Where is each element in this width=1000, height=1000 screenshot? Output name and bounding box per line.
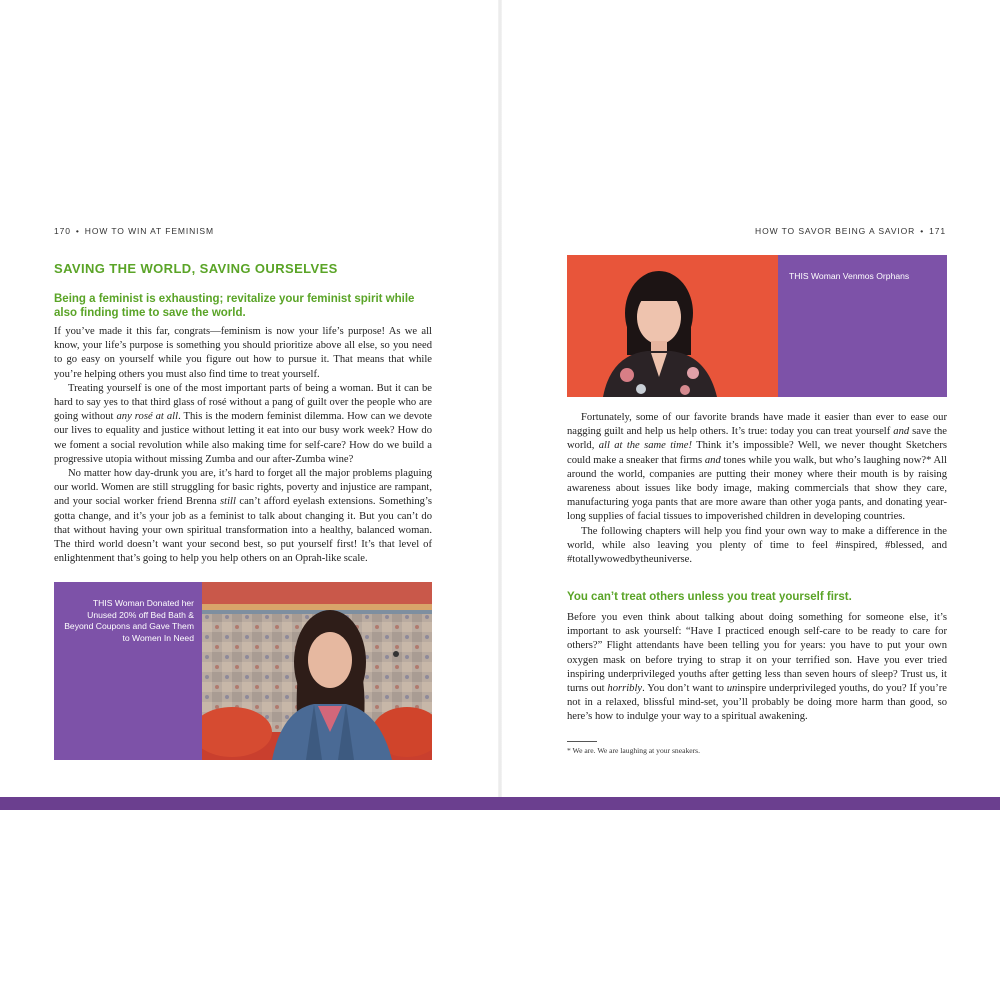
left-photo-caption: THIS Woman Donated her Unused 20% off Bed Bath & Beyond Coupons and Gave Them to Women In Need xyxy=(64,598,194,643)
left-paragraph-1: If you’ve made it this far, congrats—feminism is now your life’s purpose! As we all know, your life’s purpose is something you should prioritize above all else, so you need to go easy on yourself while you figure out how to pursue it. That means that while you’re helping others you must also find time to treat yourself. xyxy=(54,326,432,380)
woman-orange-wall-photo xyxy=(567,255,779,397)
left-photo-block xyxy=(54,582,432,760)
left-body-text xyxy=(54,325,432,566)
right-subhead: You can’t treat others unless you treat yourself first. xyxy=(567,591,852,603)
left-paragraph-3: No matter how day-drunk you are, it’s hard to forget all the major problems plaguing our world. Women are still struggling for basic rights, poverty and injustice are rampant, and your social worker friend Brenna still can’t afford eyelash extensions. Something’s gotta change, and it’s your job as a feminist to talk about changing it. But you can’t do that without having your own spiritual transformation into a healthy, balanced woman. The third world doesn’t want your second best, so put yourself first! It’s that level of enlightenment that’s going to help you help others on an Oprah-like scale. xyxy=(54,468,433,565)
right-photo-block xyxy=(567,255,947,397)
right-photo-caption: THIS Woman Venmos Orphans xyxy=(789,271,910,281)
left-running-title: HOW TO WIN AT FEMINISM xyxy=(84,226,214,236)
right-running-head xyxy=(755,226,946,236)
left-running-head xyxy=(54,226,214,236)
right-paragraph-2: The following chapters will help you find your own way to make a difference in the world, while also leaving you plenty of time to feel #inspired, #blessed, and #totallywowedbytheuniverse. xyxy=(567,525,947,566)
bullet-icon: • xyxy=(75,226,80,236)
bullet-icon: • xyxy=(920,226,925,236)
footnote-rule xyxy=(567,741,597,742)
woman-with-quilt-photo xyxy=(202,582,432,760)
purple-band xyxy=(0,797,1000,810)
left-subhead: Being a feminist is exhausting; revitalize your feminist spirit while also finding time to save the world. xyxy=(54,293,415,319)
right-body-text-2 xyxy=(567,611,947,725)
right-running-title: HOW TO SAVOR BEING A SAVIOR xyxy=(755,226,916,236)
left-paragraph-2: Treating yourself is one of the most important parts of being a woman. But it can be hard to say yes to that third glass of rosé without a pang of guilt over the people who are going without any rosé at all. This is the modern feminist dilemma. How can we devote our lives to equality and justice without letting it eat into our busy work week? How do we foment a social revolution while also making time for self-care? How do we build a progressive utopia without missing Zumba and our after-Zumba wine? xyxy=(54,382,432,465)
right-paragraph-1: Fortunately, some of our favorite brands have made it easier than ever to ease our nagging guilt and help us help others. It’s true: today you can treat yourself and save the world, all at the same time! Think it’s impossible? Well, we never thought Sketchers could make a sneaker that firms and tones while you walk, but who’s laughing now?* All around the world, companies are putting their money where their mouth is by raising awareness about issues like body image, making commercials that show they care, manufacturing yoga pants that are more aware than other yoga pants, and donating year-long supplies of facial tissues to impoverished children in developing countries. xyxy=(567,412,948,523)
footnote: * We are. We are laughing at your sneakers. xyxy=(567,746,701,755)
right-paragraph-3: Before you even think about talking about doing something for someone else, it’s important to ask yourself: “Have I practiced enough self-care to be ready to care for others?” Flight attendants have been telling you for years: you have to put your own oxygen mask on before trying to strap it on your terrified son. Have you ever tried inspiring underprivileged youths after getting less than seven hours of sleep? Trust us, it turns out horribly. You don’t want to uninspire underprivileged youths, do you? If you’re not in a relaxed, blissful mind-set, you’ll probably be doing more harm than good, so here’s how to indulge your way to a spiritual awakening. xyxy=(567,612,947,723)
left-folio: 170 xyxy=(54,226,71,236)
right-body-text-1 xyxy=(567,411,947,567)
right-folio: 171 xyxy=(929,226,946,236)
right-page xyxy=(500,0,1000,1000)
section-title: SAVING THE WORLD, SAVING OURSELVES xyxy=(54,261,338,276)
